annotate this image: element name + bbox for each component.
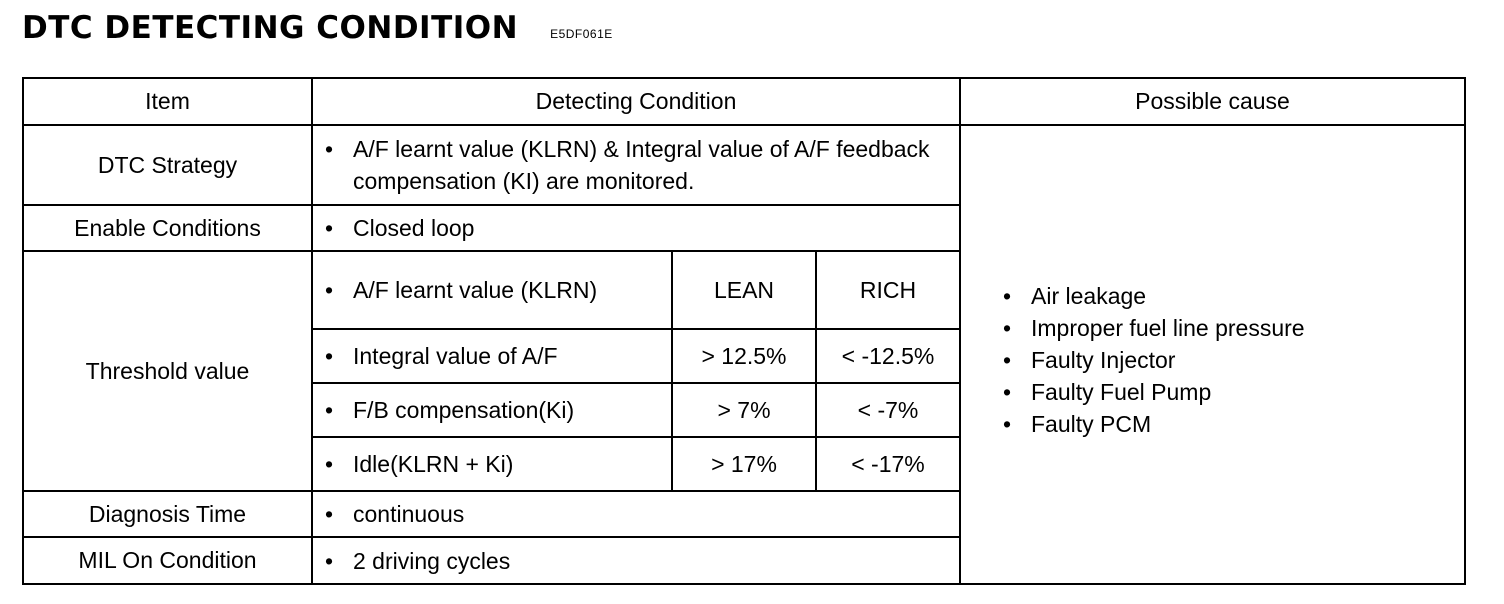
condition-diagnosis-text: continuous: [353, 501, 465, 527]
threshold-rich-value: < -7%: [816, 383, 960, 437]
cause-item: [1003, 312, 1464, 344]
dtc-table: [22, 77, 1466, 585]
cause-item: [1003, 376, 1464, 408]
item-threshold: Threshold value: [23, 251, 312, 491]
bullet: •: [1003, 282, 1012, 309]
cause-text: Faulty Injector: [1031, 346, 1176, 373]
threshold-label: [312, 251, 672, 329]
threshold-rich-value: < -17%: [816, 437, 960, 491]
cause-list: [1003, 280, 1464, 440]
condition-mil: [312, 537, 960, 584]
threshold-lean-header: LEAN: [672, 251, 816, 329]
bullet: •: [1003, 346, 1012, 373]
bullet: •: [325, 501, 334, 527]
item-strategy: DTC Strategy: [23, 125, 312, 205]
item-enable: Enable Conditions: [23, 205, 312, 251]
threshold-rich-header: RICH: [816, 251, 960, 329]
threshold-label-text: Integral value of A/F: [353, 343, 558, 369]
condition-mil-text: 2 driving cycles: [353, 547, 511, 574]
threshold-label-text: Idle(KLRN + Ki): [353, 451, 514, 477]
condition-enable-text: Closed loop: [353, 215, 475, 241]
document-code: E5DF061E: [550, 27, 613, 41]
header-condition: Detecting Condition: [312, 78, 960, 125]
threshold-label: [312, 329, 672, 383]
item-diagnosis: Diagnosis Time: [23, 491, 312, 537]
threshold-lean-value: > 7%: [672, 383, 816, 437]
bullet: •: [325, 277, 334, 303]
cause-item: [1003, 408, 1464, 440]
cause-text: Faulty Fuel Pump: [1031, 378, 1212, 405]
item-mil: MIL On Condition: [23, 537, 312, 584]
condition-diagnosis: [312, 491, 960, 537]
cause-text: Improper fuel line pressure: [1031, 314, 1305, 341]
threshold-rich-value: < -12.5%: [816, 329, 960, 383]
cause-item: [1003, 280, 1464, 312]
cause-text: Air leakage: [1031, 282, 1147, 309]
bullet: •: [325, 451, 334, 477]
header-row: [23, 78, 1465, 125]
bullet: •: [325, 215, 334, 241]
threshold-label: [312, 437, 672, 491]
threshold-label-text: F/B compensation(Ki): [353, 397, 575, 423]
threshold-lean-value: > 17%: [672, 437, 816, 491]
header-item: Item: [23, 78, 312, 125]
condition-strategy: [312, 125, 960, 205]
bullet: •: [325, 397, 334, 423]
bullet: •: [1003, 378, 1012, 405]
condition-strategy-text: A/F learnt value (KLRN) & Integral value of A/F feedback compensation (KI) are monitored.: [353, 136, 930, 194]
cause-text: Faulty PCM: [1031, 410, 1152, 437]
page-heading: [22, 10, 613, 46]
threshold-lean-value: > 12.5%: [672, 329, 816, 383]
row-strategy: [23, 125, 1465, 205]
possible-causes: [960, 125, 1465, 584]
bullet: •: [1003, 314, 1012, 341]
bullet: •: [325, 343, 334, 369]
bullet: •: [325, 547, 334, 574]
header-cause: Possible cause: [960, 78, 1465, 125]
page-title: DTC DETECTING CONDITION: [22, 10, 519, 46]
condition-enable: [312, 205, 960, 251]
cause-item: [1003, 344, 1464, 376]
threshold-label-text: A/F learnt value (KLRN): [353, 277, 598, 303]
bullet: •: [1003, 410, 1012, 437]
bullet: •: [325, 136, 334, 162]
threshold-label: [312, 383, 672, 437]
